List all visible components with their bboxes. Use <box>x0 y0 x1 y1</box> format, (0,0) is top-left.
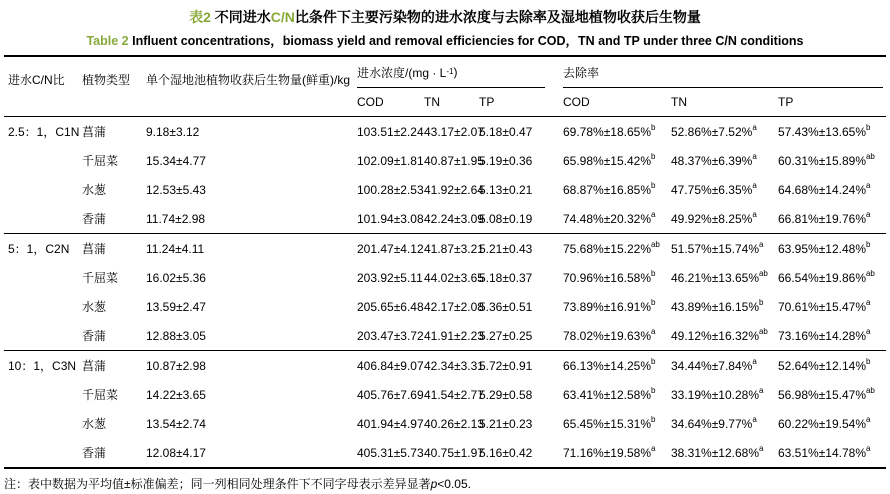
caption-zh-text-2: 比条件下主要污染物的进水浓度与去除率及湿地植物收获后生物量 <box>294 9 701 25</box>
header-plant-type: 植物类型 <box>82 73 131 87</box>
cell-removal-tn: 49.92%±8.25%$^a$ <box>671 210 757 226</box>
cell-removal-cod: 63.41%±12.58%$^b$ <box>563 386 656 402</box>
significance-letter: a <box>752 123 757 132</box>
header-influent-subrow <box>357 88 563 116</box>
cell-influent-tp: 5.27±0.25 <box>479 328 533 343</box>
cell-biomass: 11.74±2.98 <box>146 211 206 226</box>
significance-letter: b <box>865 123 871 132</box>
table-row <box>8 292 886 321</box>
significance-letter: a <box>752 152 757 161</box>
significance-letter: b <box>865 240 871 249</box>
significance-letter: b <box>650 357 656 366</box>
cell-influent-tp: 5.21±0.43 <box>479 241 533 256</box>
cell-biomass: 12.08±4.17 <box>146 445 206 460</box>
caption-zh-text-1: 不同进水 <box>210 9 271 25</box>
table-row <box>8 117 886 146</box>
cell-plant-type: 千屈菜 <box>82 154 119 168</box>
header-removal-subrow <box>563 88 883 116</box>
significance-letter: b <box>650 386 656 395</box>
cell-plant-type: 千屈菜 <box>82 388 119 402</box>
significance-letter: a <box>758 444 764 453</box>
cell-plant-type: 香蒲 <box>82 212 107 226</box>
cell-influent-tn: 41.54±2.77 <box>424 387 484 402</box>
cell-removal-cod: 78.02%±19.63%$^a$ <box>563 327 656 343</box>
cell-removal-tp: 60.22%±19.54%$^a$ <box>778 415 871 431</box>
cell-plant-type: 水葱 <box>82 183 107 197</box>
cell-influent-cod: 405.76±7.69 <box>357 387 424 402</box>
significance-letter: a <box>650 327 656 336</box>
significance-letter: b <box>650 298 656 307</box>
caption-en-text: Influent concentrations，biomass yield and removal efficiencies for COD，TN and TP under three C/N conditions <box>128 34 804 48</box>
header-biomass: 单个湿地池植物收获后生物量(鲜重)/kg <box>146 73 351 87</box>
cell-influent-tp: 5.18±0.37 <box>479 270 533 285</box>
cell-influent-tp: 5.21±0.23 <box>479 416 533 431</box>
significance-letter: b <box>758 298 764 307</box>
cell-influent-tn: 43.17±2.07 <box>424 124 484 139</box>
significance-letter: b <box>650 152 656 161</box>
cell-influent-tp: 5.19±0.36 <box>479 153 533 168</box>
cell-plant-type: 香蒲 <box>82 329 107 343</box>
significance-letter: a <box>865 415 871 424</box>
cell-removal-tp: 60.31%±15.89%$^{ab}$ <box>778 152 875 168</box>
influent-unit-post: ) <box>453 65 458 79</box>
influent-unit-sup: -1 <box>446 66 454 76</box>
table-row <box>8 351 886 380</box>
cell-plant-type: 水葱 <box>82 300 107 314</box>
table-row <box>8 321 886 350</box>
cell-influent-tp: 5.18±0.47 <box>479 124 533 139</box>
cell-removal-tn: 51.57%±15.74%$^a$ <box>671 240 764 256</box>
cell-removal-tp: 70.61%±15.47%$^a$ <box>778 298 871 314</box>
cell-influent-tn: 41.87±3.21 <box>424 241 484 256</box>
significance-letter: a <box>758 386 764 395</box>
header-removal-tp: TP <box>778 95 794 109</box>
cell-biomass: 9.18±3.12 <box>146 124 200 139</box>
significance-letter: ab <box>865 152 875 161</box>
footnote-threshold: <0.05. <box>437 477 471 491</box>
table-header <box>4 57 886 117</box>
cell-removal-tp: 66.54%±19.86%$^{ab}$ <box>778 269 875 285</box>
table-row <box>8 438 886 467</box>
cell-biomass: 13.54±2.74 <box>146 416 206 431</box>
cell-influent-cod: 101.94±3.08 <box>357 211 424 226</box>
cell-plant-type: 水葱 <box>82 417 107 431</box>
header-removal-cod: COD <box>563 95 590 109</box>
cell-cn-ratio: 2.5：1，C1N <box>8 125 80 139</box>
cell-influent-tp: 5.29±0.58 <box>479 387 533 402</box>
significance-letter: a <box>650 210 656 219</box>
table-row <box>8 409 886 438</box>
cell-influent-cod: 401.94±4.97 <box>357 416 424 431</box>
header-cn-ratio: 进水C/N比 <box>8 73 65 87</box>
cell-influent-tn: 42.17±2.08 <box>424 299 484 314</box>
cell-plant-type: 菖蒲 <box>82 242 107 256</box>
cell-removal-cod: 65.98%±15.42%$^b$ <box>563 152 656 168</box>
significance-letter: a <box>752 415 757 424</box>
header-influent-tp: TP <box>479 95 495 109</box>
cell-influent-cod: 406.84±9.07 <box>357 358 424 373</box>
cell-influent-cod: 203.92±5.11 <box>357 270 423 285</box>
cell-influent-tn: 42.24±3.09 <box>424 211 484 226</box>
cell-removal-tn: 46.21%±13.65%$^{ab}$ <box>671 269 768 285</box>
cell-influent-cod: 102.09±1.81 <box>357 153 424 168</box>
cell-influent-tp: 5.36±0.51 <box>479 299 533 314</box>
header-influent-tn: TN <box>424 95 440 109</box>
cell-influent-tp: 5.16±0.42 <box>479 445 533 460</box>
significance-letter: a <box>650 444 656 453</box>
table-body <box>4 117 886 467</box>
header-influent-cod: COD <box>357 95 384 109</box>
cell-biomass: 11.24±4.11 <box>146 241 205 256</box>
significance-letter: b <box>650 181 656 190</box>
cell-removal-cod: 71.16%±19.58%$^a$ <box>563 444 656 460</box>
significance-letter: ab <box>650 240 660 249</box>
cell-plant-type: 菖蒲 <box>82 359 107 373</box>
cell-influent-tn: 40.26±2.13 <box>424 416 484 431</box>
cell-influent-cod: 103.51±2.24 <box>357 124 424 139</box>
cell-plant-type: 千屈菜 <box>82 271 119 285</box>
header-removal-title: 去除率 <box>563 57 883 88</box>
header-group-removal <box>563 57 883 116</box>
header-group-influent <box>357 57 563 116</box>
cell-removal-tn: 34.44%±7.84%$^a$ <box>671 357 757 373</box>
cell-cn-ratio: 5：1，C2N <box>8 242 70 256</box>
cell-influent-cod: 201.47±4.12 <box>357 241 424 256</box>
cell-removal-cod: 68.87%±16.85%$^b$ <box>563 181 656 197</box>
significance-letter: b <box>650 123 656 132</box>
significance-letter: a <box>865 298 871 307</box>
cell-removal-cod: 74.48%±20.32%$^a$ <box>563 210 656 226</box>
header-influent-title <box>357 57 545 88</box>
table-row <box>8 175 886 204</box>
cell-influent-cod: 205.65±6.48 <box>357 299 424 314</box>
cell-biomass: 12.88±3.05 <box>146 328 206 343</box>
cell-removal-cod: 69.78%±18.65%$^b$ <box>563 123 656 139</box>
cell-removal-tn: 49.12%±16.32%$^{ab}$ <box>671 327 768 343</box>
cell-removal-cod: 66.13%±14.25%$^b$ <box>563 357 656 373</box>
cell-removal-cod: 70.96%±16.58%$^b$ <box>563 269 656 285</box>
table-caption-en <box>0 31 890 49</box>
table-row <box>8 234 886 263</box>
cell-biomass: 12.53±5.43 <box>146 182 206 197</box>
table-row <box>8 380 886 409</box>
significance-letter: a <box>865 210 871 219</box>
cell-removal-tn: 34.64%±9.77%$^a$ <box>671 415 757 431</box>
significance-letter: a <box>865 181 871 190</box>
cell-removal-tp: 64.68%±14.24%$^a$ <box>778 181 871 197</box>
significance-letter: b <box>650 415 656 424</box>
significance-letter: a <box>865 444 871 453</box>
cell-influent-tn: 42.34±3.31 <box>424 358 484 373</box>
table-group <box>4 350 886 467</box>
significance-letter: b <box>650 269 656 278</box>
significance-letter: a <box>758 240 764 249</box>
cell-influent-tn: 40.87±1.95 <box>424 153 484 168</box>
cell-removal-tp: 56.98%±15.47%$^{ab}$ <box>778 386 875 402</box>
cell-removal-cod: 65.45%±15.31%$^b$ <box>563 415 656 431</box>
significance-letter: ab <box>758 269 768 278</box>
significance-letter: a <box>752 181 757 190</box>
cell-influent-cod: 100.28±2.53 <box>357 182 424 197</box>
cell-influent-tn: 44.02±3.65 <box>424 270 484 285</box>
cell-removal-tp: 63.51%±14.78%$^a$ <box>778 444 871 460</box>
cell-influent-tn: 40.75±1.97 <box>424 445 484 460</box>
table-row <box>8 204 886 233</box>
cell-influent-cod: 405.31±5.73 <box>357 445 424 460</box>
cell-removal-tp: 57.43%±13.65%$^b$ <box>778 123 871 139</box>
significance-letter: a <box>752 210 757 219</box>
cell-removal-tp: 52.64%±12.14%$^b$ <box>778 357 871 373</box>
cell-plant-type: 香蒲 <box>82 446 107 460</box>
cell-removal-tn: 43.89%±16.15%$^b$ <box>671 298 764 314</box>
table-caption-zh <box>0 0 890 27</box>
cell-removal-cod: 75.68%±15.22%$^{ab}$ <box>563 240 660 256</box>
cell-biomass: 10.87±2.98 <box>146 358 206 373</box>
table-row <box>8 146 886 175</box>
cell-plant-type: 菖蒲 <box>82 125 107 139</box>
significance-letter: ab <box>865 386 875 395</box>
cell-influent-cod: 203.47±3.72 <box>357 328 424 343</box>
cell-biomass: 14.22±3.65 <box>146 387 206 402</box>
significance-letter: ab <box>865 269 875 278</box>
cell-removal-tn: 48.37%±6.39%$^a$ <box>671 152 757 168</box>
influent-unit-pre: 进水浓度/(mg · L <box>357 65 447 80</box>
cell-removal-tp: 73.16%±14.28%$^a$ <box>778 327 871 343</box>
cell-influent-tp: 5.72±0.91 <box>479 358 533 373</box>
cell-influent-tp: 5.13±0.21 <box>479 182 533 197</box>
table-group <box>4 233 886 350</box>
cell-biomass: 15.34±4.77 <box>146 153 206 168</box>
cell-removal-tn: 47.75%±6.35%$^a$ <box>671 181 757 197</box>
cell-removal-tn: 33.19%±10.28%$^a$ <box>671 386 764 402</box>
cell-biomass: 13.59±2.47 <box>146 299 206 314</box>
significance-letter: b <box>865 357 871 366</box>
cell-removal-tp: 66.81%±19.76%$^a$ <box>778 210 871 226</box>
significance-letter: a <box>865 327 871 336</box>
cell-influent-tn: 41.92±2.64 <box>424 182 484 197</box>
header-removal-tn: TN <box>671 95 687 109</box>
caption-zh-number: 表2 <box>189 9 211 25</box>
caption-zh-cn-ratio: C/N <box>270 9 295 25</box>
cell-influent-tn: 41.91±2.23 <box>424 328 484 343</box>
table-footnote <box>4 475 886 492</box>
footnote-text: 注：表中数据为平均值±标准偏差；同一列相同处理条件下不同字母表示差异显著 <box>4 477 431 491</box>
cell-removal-tp: 63.95%±12.48%$^b$ <box>778 240 871 256</box>
cell-biomass: 16.02±5.36 <box>146 270 206 285</box>
data-table <box>4 55 886 469</box>
caption-en-number: Table 2 <box>86 34 129 48</box>
footnote-p-symbol: p <box>430 477 438 491</box>
table-row <box>8 263 886 292</box>
significance-letter: ab <box>758 327 768 336</box>
cell-influent-tp: 5.08±0.19 <box>479 211 533 226</box>
cell-removal-tn: 52.86%±7.52%$^a$ <box>671 123 757 139</box>
cell-cn-ratio: 10：1，C3N <box>8 359 77 373</box>
cell-removal-cod: 73.89%±16.91%$^b$ <box>563 298 656 314</box>
significance-letter: a <box>752 357 757 366</box>
table-group <box>8 117 886 233</box>
cell-removal-tn: 38.31%±12.68%$^a$ <box>671 444 764 460</box>
